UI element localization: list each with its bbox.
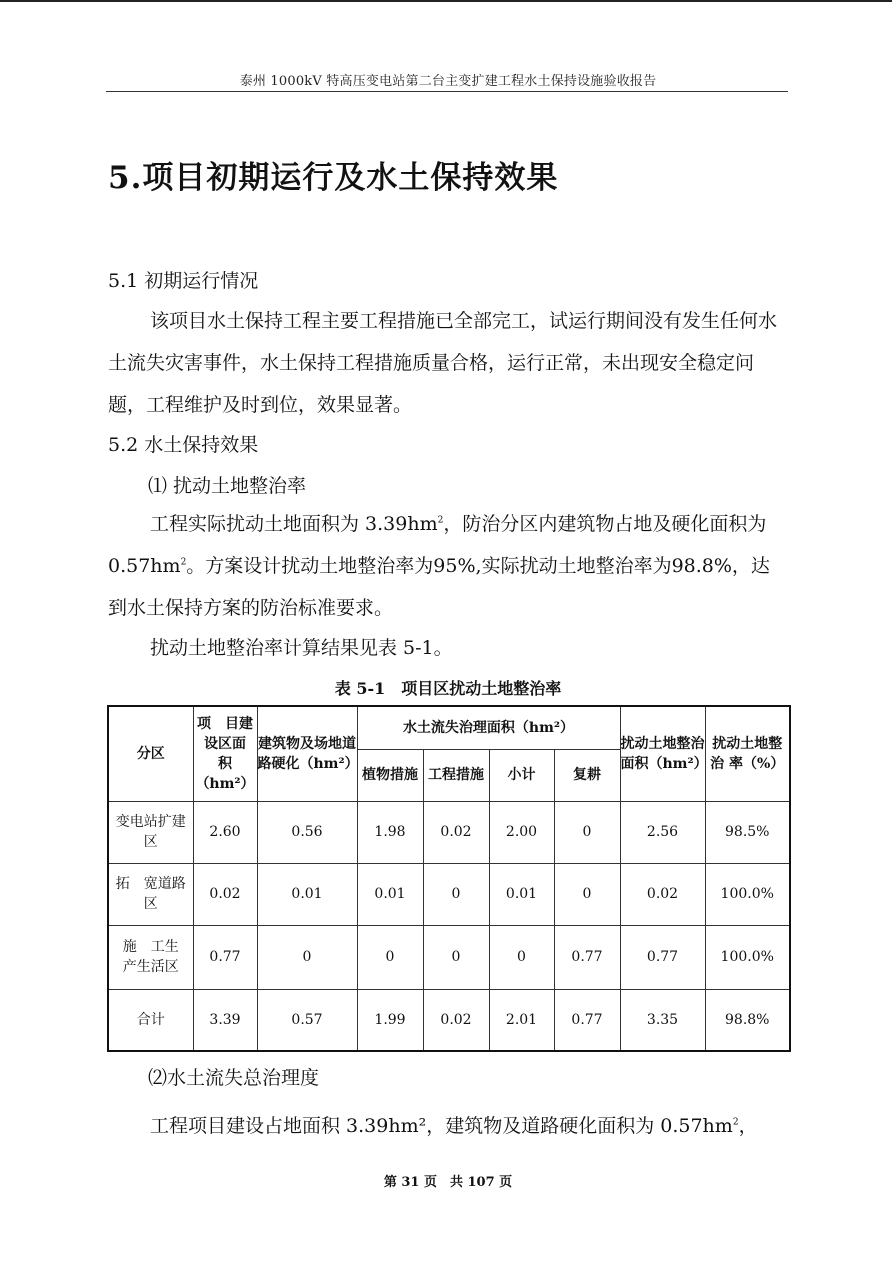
table-row [108, 989, 790, 1051]
cell: 0 [554, 863, 620, 925]
paragraph-disturbed-land [108, 503, 788, 629]
cell: 0.01 [357, 863, 423, 925]
subheading-disturbed-land-rate: ⑴ 扰动土地整治率 [148, 475, 307, 497]
section-heading-5-2: 5.2 水土保持效果 [108, 434, 259, 456]
th-subtotal: 小计 [489, 749, 554, 801]
paragraph-initial-operation: 该项目水土保持工程主要工程措施已全部完工，试运行期间没有发生任何水土流失灾害事件，水土保持工程措施质量合格，运行正常，未出现安全稳定问题，工程维护及时到位，效果显著。 [108, 310, 778, 416]
th-rate: 扰动土地整 治 率（%） [705, 706, 790, 801]
table-caption: 表 5-1 项目区扰动土地整治率 [334, 679, 562, 698]
cell: 98.8% [705, 989, 790, 1051]
sup-2: 2 [180, 557, 187, 568]
paragraph-erosion-control [108, 1105, 788, 1147]
cell: 0.02 [423, 989, 489, 1051]
cell: 100.0% [705, 863, 790, 925]
para1-part-c: 。方案设计扰动土地整治率为95%,实际扰动土地整治率为98.8%，达到水土保持方案的防治标准要求。 [108, 555, 770, 619]
cell: 1.99 [357, 989, 423, 1051]
table-row [108, 801, 790, 863]
cell: 0.56 [257, 801, 357, 863]
cell-zone: 施 工生 产生活区 [108, 925, 193, 989]
chapter-title: 5.项目初期运行及水土保持效果 [108, 160, 559, 196]
cell: 2.56 [620, 801, 705, 863]
cell: 3.35 [620, 989, 705, 1051]
sup-2: 2 [732, 1117, 739, 1128]
cell: 98.5% [705, 801, 790, 863]
para1-part-b: ，防治分区内建筑物占地及硬化面积为0.57hm [108, 513, 767, 577]
subheading-soil-erosion-control: ⑵水土流失总治理度 [148, 1067, 320, 1089]
table-row [108, 863, 790, 925]
cell: 100.0% [705, 925, 790, 989]
cell: 0.77 [554, 989, 620, 1051]
cell: 3.39 [193, 989, 257, 1051]
cell: 0.77 [193, 925, 257, 989]
disturbed-land-rate-table [107, 705, 791, 1052]
cell: 2.60 [193, 801, 257, 863]
th-treated-area: 扰动土地整治面积（hm²） [620, 706, 705, 801]
table-row [108, 925, 790, 989]
cell: 0 [423, 863, 489, 925]
th-hard-area: 建筑物及场地道路硬化（hm²） [257, 706, 357, 801]
cell: 0.77 [554, 925, 620, 989]
cell: 0 [423, 925, 489, 989]
cell: 0.02 [620, 863, 705, 925]
th-reclaim: 复耕 [554, 749, 620, 801]
cell: 0.02 [193, 863, 257, 925]
running-header: 泰州 1000kV 特高压变电站第二台主变扩建工程水土保持设施验收报告 [239, 74, 657, 89]
cell: 0.02 [423, 801, 489, 863]
cell-zone: 合计 [108, 989, 193, 1051]
cell: 2.01 [489, 989, 554, 1051]
para3-part-a: 工程项目建设占地面积 3.39hm²，建筑物及道路硬化面积为 0.57hm [150, 1115, 733, 1137]
th-zone: 分区 [108, 706, 193, 801]
th-build-area: 项 目建设区面 积（hm²） [193, 706, 257, 801]
para3-part-b: ， [738, 1115, 758, 1137]
cell-zone: 拓 宽道路区 [108, 863, 193, 925]
cell: 0 [489, 925, 554, 989]
th-treatment-group: 水土流失治理面积（hm²） [357, 706, 620, 749]
th-engineering: 工程措施 [423, 749, 489, 801]
cell: 2.00 [489, 801, 554, 863]
sup-2: 2 [437, 515, 444, 526]
header-rule [106, 91, 788, 92]
cell: 1.98 [357, 801, 423, 863]
cell: 0.01 [489, 863, 554, 925]
cell: 0.57 [257, 989, 357, 1051]
cell: 0 [554, 801, 620, 863]
paragraph-table-ref: 扰动土地整治率计算结果见表 5-1。 [150, 637, 453, 659]
cell: 0 [257, 925, 357, 989]
cell: 0.01 [257, 863, 357, 925]
th-plant: 植物措施 [357, 749, 423, 801]
page-footer: 第 31 页 共 107 页 [383, 1175, 513, 1190]
section-heading-5-1: 5.1 初期运行情况 [108, 270, 259, 292]
para1-part-a: 工程实际扰动土地面积为 3.39hm [150, 513, 438, 535]
cell: 0.77 [620, 925, 705, 989]
cell-zone: 变电站扩建区 [108, 801, 193, 863]
top-border [0, 0, 892, 2]
cell: 0 [357, 925, 423, 989]
